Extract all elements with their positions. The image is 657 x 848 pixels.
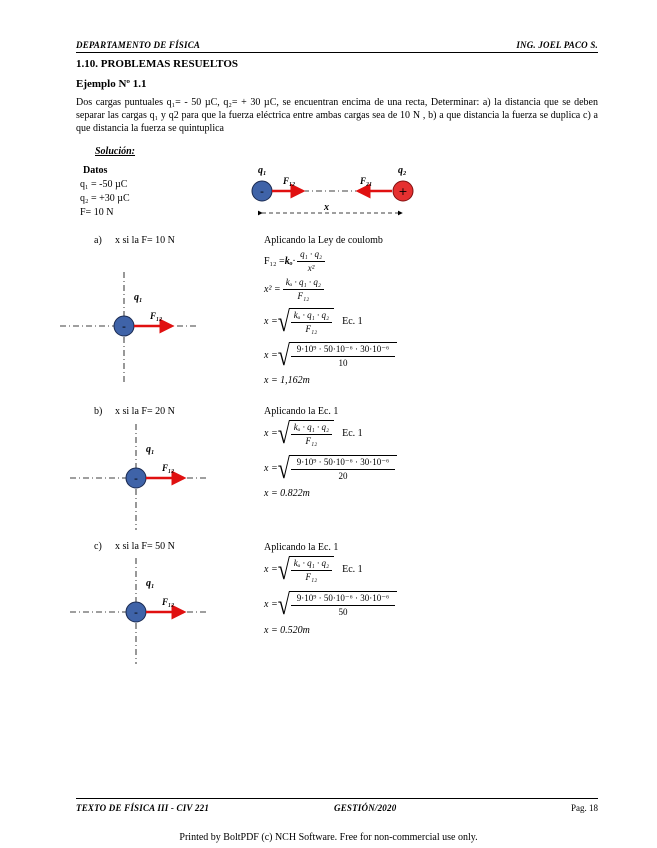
svg-text:-: - xyxy=(134,472,138,485)
ec1-eq-b: x = √ $\frac{\text{kₒ · q₁ · q₂}}{\text{F₁₂}}$ Ec. 1 xyxy=(264,416,363,450)
substitution-c: x = √ $\frac{\text{9·10⁹ · 50·10⁻⁶ · 30·10⁻⁶}}{50}$ xyxy=(264,591,397,618)
substitution-b: x = √ $\frac{\text{9·10⁹ · 50·10⁻⁶ · 30·10⁻⁶}}{20}$ xyxy=(264,455,397,482)
substitution-a: x = √ $\frac{\text{9·10⁹ · 50·10⁻⁶ · 30·10⁻⁶}}{10}$ xyxy=(264,342,397,369)
x-squared-eq: x² = $\frac{\text{kₒ · q₁ · q₂}}{\text{F₁₂}}$ xyxy=(264,277,326,302)
charge-diagram-b xyxy=(66,422,216,534)
header-left: DEPARTAMENTO DE FÍSICA xyxy=(76,40,201,50)
printed-note: Printed by BoltPDF (c) NCH Software. Free for non-commercial use only. xyxy=(179,832,478,843)
section-title: 1.10. PROBLEMAS RESUELTOS xyxy=(76,58,238,70)
svg-text:q₁: q₁ xyxy=(134,292,143,303)
ec1-eq-c: x = √ $\frac{\text{kₒ · q₁ · q₂}}{\text{F₁₂}}$ Ec. 1 xyxy=(264,552,363,586)
data-line-1: q₁ = -50 µC xyxy=(80,179,128,190)
svg-text:-: - xyxy=(122,320,126,333)
footer-page: Pag. 18 xyxy=(571,803,598,813)
example-title: Ejemplo Nº 1.1 xyxy=(76,78,147,90)
svg-text:F₁₂: F₁₂ xyxy=(150,311,163,321)
charge-diagram-c xyxy=(66,556,216,668)
part-a-label: a) xyxy=(94,235,102,246)
result-b: x = 0.822m xyxy=(264,488,310,499)
solution-label: Solución: xyxy=(95,146,136,157)
svg-text:q₁: q₁ xyxy=(146,578,155,589)
data-line-2: q₂ = +30 µC xyxy=(80,193,130,204)
q2-label: q₂ xyxy=(398,165,407,176)
svg-text:-: - xyxy=(134,606,138,619)
footer-rule xyxy=(76,798,598,799)
two-charges-diagram xyxy=(240,160,430,222)
coulomb-law: F₁₂ = kₒ · $\frac{\text{q₁ · q₂}}{\text{x²}}$ xyxy=(264,249,327,274)
q1-sign: - xyxy=(260,185,264,198)
data-line-3: F= 10 N xyxy=(80,207,114,218)
ec1-eq-a: x = √ $\frac{\text{kₒ · q₁ · q₂}}{\text{F₁₂}}$ Ec. 1 xyxy=(264,304,363,338)
problem-text: Dos cargas puntuales q₁= - 50 µC, q₂= + 30 µC, se encuentran encima de una recta, Determinar: a) la distancia que se deben separar las cargas q₁ y q2 para que la fuerza eléctrica entre ambas cargas sea de 10 N , b) a que distancia la fuerza se duplica c) a que distancia la fuerza se quintuplica xyxy=(76,97,598,134)
part-b-text: x si la F= 20 N xyxy=(115,406,175,417)
part-c-label: c) xyxy=(94,541,102,552)
part-c-text: x si la F= 50 N xyxy=(115,541,175,552)
svg-text:F₁₂: F₁₂ xyxy=(162,597,175,607)
part-c-heading: Aplicando la Ec. 1 xyxy=(264,542,339,553)
header-rule xyxy=(76,52,598,53)
footer-center: GESTIÓN/2020 xyxy=(334,803,397,813)
x-label: x xyxy=(324,202,329,213)
footer-left: TEXTO DE FÍSICA III - CIV 221 xyxy=(76,803,210,813)
result-a: x = 1,162m xyxy=(264,375,310,386)
header-right: ING. JOEL PACO S. xyxy=(516,40,598,50)
part-b-label: b) xyxy=(94,406,103,417)
part-b-heading: Aplicando la Ec. 1 xyxy=(264,406,339,417)
f12-label: F₁₂ xyxy=(283,176,296,186)
svg-text:F₁₂: F₁₂ xyxy=(162,463,175,473)
q1-label: q₁ xyxy=(258,165,267,176)
part-a-text: x si la F= 10 N xyxy=(115,235,175,246)
f21-label: F₂₁ xyxy=(360,176,373,186)
data-label: Datos xyxy=(83,165,108,176)
part-a-heading: Aplicando la Ley de coulomb xyxy=(264,235,383,246)
q2-sign: + xyxy=(398,185,408,198)
result-c: x = 0.520m xyxy=(264,625,310,636)
charge-diagram-a xyxy=(56,270,206,385)
svg-text:q₁: q₁ xyxy=(146,444,155,455)
